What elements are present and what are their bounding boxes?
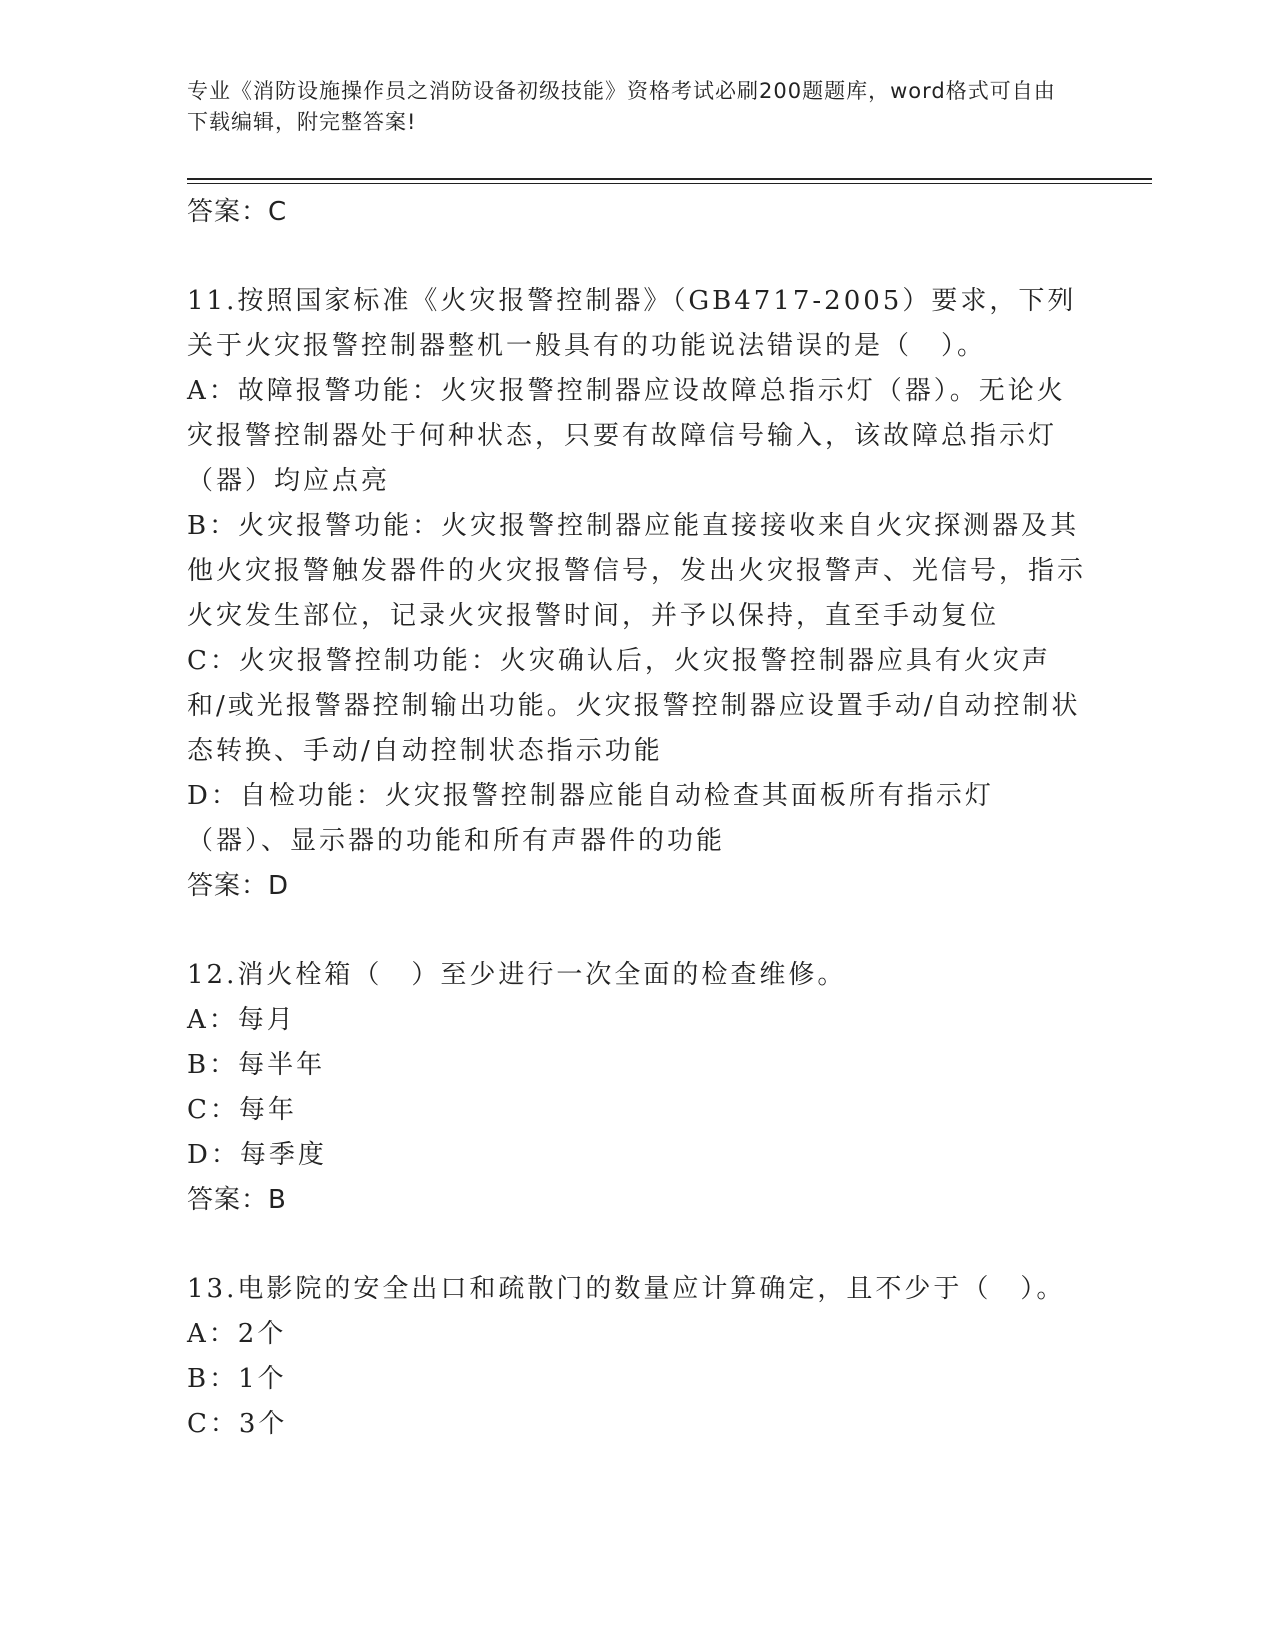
previous-answer: 答案：C — [187, 197, 288, 227]
question-stem: 11.按照国家标准《火灾报警控制器》（GB4717-2005）要求，下列关于火灾报警控制器整机一般具有的功能说法错误的是（ ）。 — [187, 286, 1077, 361]
question-block-11 — [187, 279, 1087, 909]
option-c: C：火灾报警控制功能：火灾确认后，火灾报警控制器应具有火灾声和/或光报警器控制输出功能。火灾报警控制器应设置手动/自动控制状态转换、手动/自动控制状态指示功能 — [187, 646, 1081, 766]
option-b: B：1个 — [187, 1364, 287, 1394]
option-a: A：2个 — [187, 1319, 287, 1349]
option-b: B：火灾报警功能：火灾报警控制器应能直接接收来自火灾探测器及其他火灾报警触发器件的火灾报警信号，发出火灾报警声、光信号，指示火灾发生部位，记录火灾报警时间，并予以保持，直至手动复位 — [187, 511, 1087, 631]
option-d: D：自检功能：火灾报警控制器应能自动检查其面板所有指示灯（器）、显示器的功能和所有声器件的功能 — [187, 781, 994, 856]
option-a: A：每月 — [187, 1005, 296, 1035]
option-a: A：故障报警功能：火灾报警控制器应设故障总指示灯（器）。无论火灾报警控制器处于何种状态，只要有故障信号输入，该故障总指示灯（器）均应点亮 — [187, 376, 1066, 496]
document-body — [187, 190, 1087, 1447]
option-d: D：每季度 — [187, 1140, 327, 1170]
document-header: 专业《消防设施操作员之消防设备初级技能》资格考试必刷200题题库，word格式可自由下载编辑，附完整答案! — [187, 79, 1056, 134]
header-rule-thick — [187, 178, 1152, 180]
answer-line: 答案：D — [187, 871, 290, 901]
answer-line: 答案：B — [187, 1185, 287, 1215]
question-stem: 12.消火栓箱（ ）至少进行一次全面的检查维修。 — [187, 960, 847, 990]
question-stem: 13.电影院的安全出口和疏散门的数量应计算确定，且不少于（ ）。 — [187, 1274, 1066, 1304]
option-c: C：3个 — [187, 1409, 288, 1439]
option-b: B：每半年 — [187, 1050, 326, 1080]
header-rule-thin — [187, 183, 1152, 184]
question-block-12 — [187, 953, 1087, 1223]
question-block-13 — [187, 1267, 1087, 1447]
option-c: C：每年 — [187, 1095, 297, 1125]
